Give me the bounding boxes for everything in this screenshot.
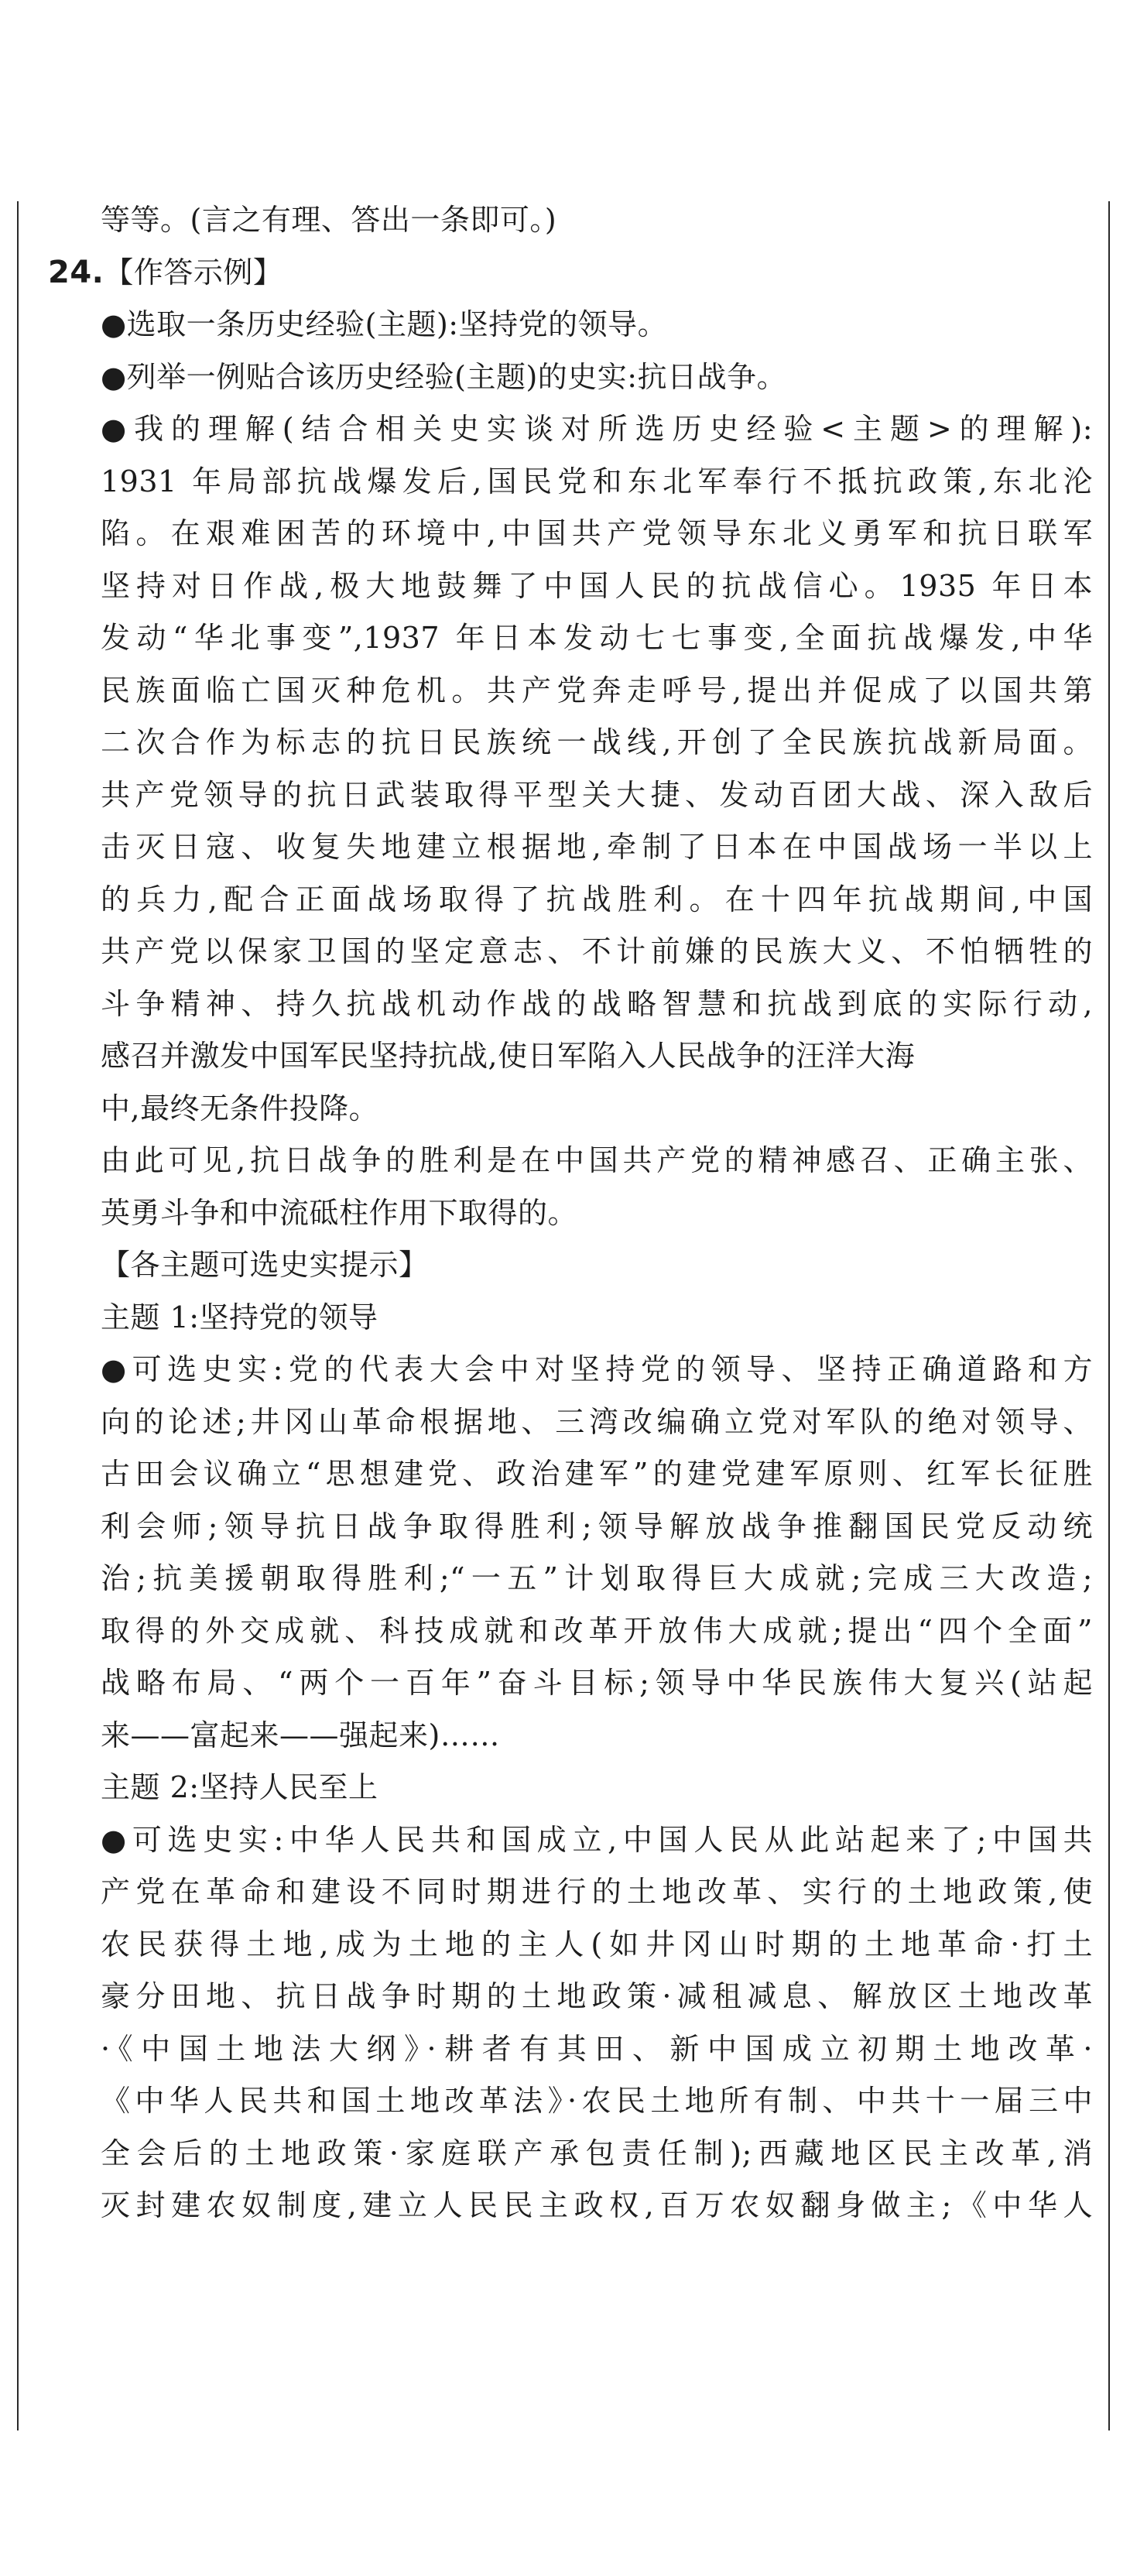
left-margin-rule [17,201,19,2430]
text-line: ●选取一条历史经验(主题):坚持党的领导。 [101,307,668,341]
text-line: 豪分田地、抗日战争时期的土地政策·减租减息、解放区土地改革 [101,1979,1093,2013]
text-line: 共产党领导的抗日武装取得平型关大捷、发动百团大战、深入敌后 [101,777,1093,812]
text-line: 坚持对日作战,极大地鼓舞了中国人民的抗战信心。1935 年日本 [101,568,1093,603]
text-line: 发动“华北事变”,1937 年日本发动七七事变,全面抗战爆发,中华 [101,621,1093,655]
text-line: 古田会议确立“思想建党、政治建军”的建党建军原则、红军长征胜 [101,1457,1093,1491]
text-line: 英勇斗争和中流砥柱作用下取得的。 [101,1195,578,1230]
text-line: 全会后的土地政策·家庭联产承包责任制);西藏地区民主改革,消 [101,2136,1093,2170]
text-line: 的兵力,配合正面战场取得了抗战胜利。在十四年抗战期间,中国 [101,882,1093,916]
text-line: 来——富起来——强起来)…… [101,1718,500,1752]
section-heading: 【各主题可选史实提示】 [101,1248,429,1282]
text-line: 中,最终无条件投降。 [101,1091,379,1125]
text-line: 击灭日寇、收复失地建立根据地,牵制了日本在中国战场一半以上 [101,830,1093,864]
text-line: 农民获得土地,成为土地的主人(如井冈山时期的土地革命·打土 [101,1927,1093,1961]
text-line: ●列举一例贴合该历史经验(主题)的史实:抗日战争。 [101,359,787,394]
text-line: 灭封建农奴制度,建立人民民主政权,百万农奴翻身做主;《中华人 [101,2188,1093,2222]
text-line: ●可选史实:党的代表大会中对坚持党的领导、坚持正确道路和方 [101,1352,1093,1386]
text-line: 二次合作为标志的抗日民族统一战线,开创了全民族抗战新局面。 [101,725,1093,759]
text-line: 利会师;领导抗日战争取得胜利;领导解放战争推翻国民党反动统 [101,1509,1093,1543]
question-number: 24. [48,254,104,290]
right-margin-rule [1108,201,1110,2430]
text-line: 斗争精神、持久抗战机动作战的战略智慧和抗战到底的实际行动, [101,986,1093,1021]
text-line: 战略布局、“两个一百年”奋斗目标;领导中华民族伟大复兴(站起 [101,1666,1093,1700]
text-line: 等等。(言之有理、答出一条即可。) [101,203,557,237]
text-line: 感召并激发中国军民坚持抗战,使日军陷入人民战争的汪洋大海 [101,1039,916,1073]
text-line: 共产党以保家卫国的坚定意志、不计前嫌的民族大义、不怕牺牲的 [101,934,1093,968]
text-line: 1931 年局部抗战爆发后,国民党和东北军奉行不抵抗政策,东北沦 [101,464,1093,498]
text-line: ●可选史实:中华人民共和国成立,中国人民从此站起来了;中国共 [101,1822,1093,1857]
text-line: 取得的外交成就、科技成就和改革开放伟大成就;提出“四个全面” [101,1613,1093,1648]
text-line: 《中华人民共和国土地改革法》·农民土地所有制、中共十一届三中 [101,2084,1093,2118]
topic-heading: 主题 1:坚持党的领导 [101,1300,378,1334]
text-line: 由此可见,抗日战争的胜利是在中国共产党的精神感召、正确主张、 [101,1143,1093,1177]
question-heading [48,247,1093,300]
text-line: ·《中国土地法大纲》·耕者有其田、新中国成立初期土地改革· [101,2031,1093,2066]
text-line: 民族面临亡国灭种危机。共产党奔走呼号,提出并促成了以国共第 [101,673,1093,707]
answer-text-block [48,194,1093,2232]
text-line: 陷。在艰难困苦的环境中,中国共产党领导东北义勇军和抗日联军 [101,516,1093,550]
text-line: 向的论述;井冈山革命根据地、三湾改编确立党对军队的绝对领导、 [101,1404,1093,1439]
text-line: 治;抗美援朝取得胜利;“一五”计划取得巨大成就;完成三大改造; [101,1561,1093,1595]
text-line: ●我的理解(结合相关史实谈对所选历史经验<主题>的理解): [101,412,1093,446]
text-line: 产党在革命和建设不同时期进行的土地改革、实行的土地政策,使 [101,1875,1093,1909]
topic-heading: 主题 2:坚持人民至上 [101,1770,378,1804]
section-heading: 【作答示例】 [104,255,283,289]
